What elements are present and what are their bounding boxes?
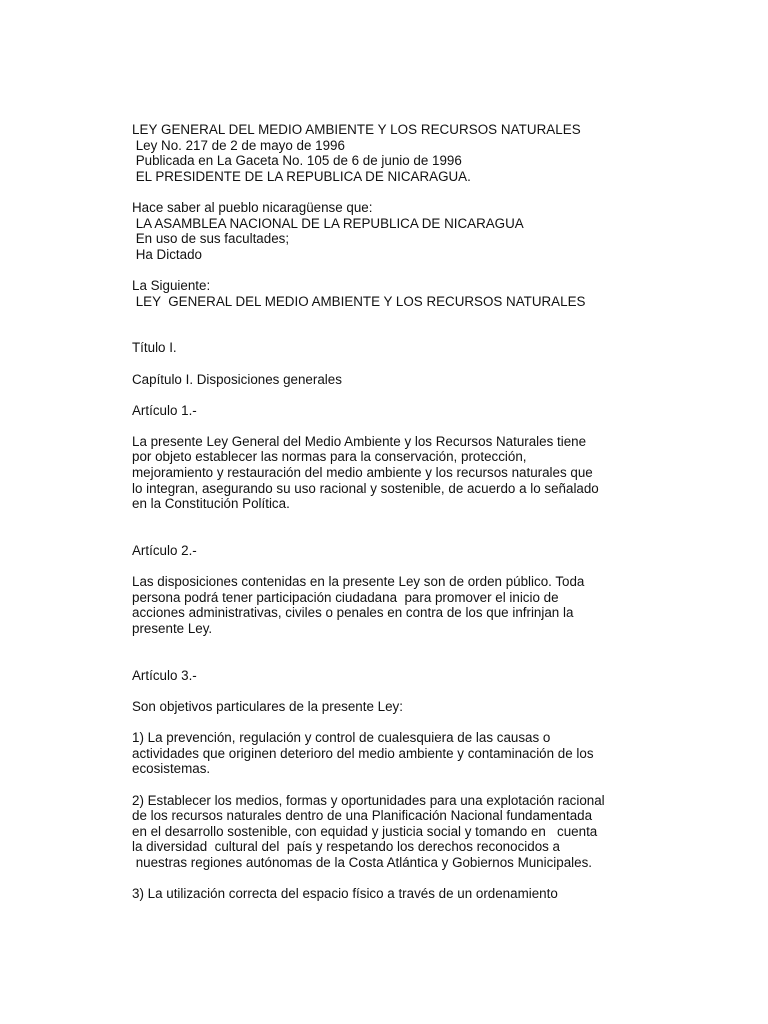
gazette-line: Publicada en La Gaceta No. 105 de 6 de junio de 1996 — [132, 153, 462, 169]
spacer — [132, 356, 632, 372]
spacer — [132, 418, 632, 434]
following-label: La Siguiente: — [132, 277, 211, 293]
spacer — [132, 512, 632, 543]
articulo-3-item-2: la diversidad cultural del país y respetando los derechos reconocidos a — [132, 839, 561, 855]
articulo-3-item-2: nuestras regiones autónomas de la Costa Atlántica y Gobiernos Municipales. — [132, 854, 593, 870]
articulo-3-item-2: 2) Establecer los medios, formas y oportunidades para una explotación racional — [132, 792, 605, 808]
articulo-2-text: persona podrá tener participación ciudadana para promover el inicio de — [132, 589, 559, 605]
spacer — [132, 777, 632, 793]
articulo-1-heading: Artículo 1.- — [132, 402, 197, 418]
president-line: EL PRESIDENTE DE LA REPUBLICA DE NICARAGUA. — [132, 168, 471, 184]
preamble-line-2: LA ASAMBLEA NACIONAL DE LA REPUBLICA DE NICARAGUA — [132, 215, 524, 231]
articulo-3-item-1: ecosistemas. — [132, 761, 211, 777]
spacer — [132, 715, 632, 731]
capitulo-heading: Capítulo I. Disposiciones generales — [132, 371, 342, 387]
preamble-line-4: Ha Dictado — [132, 246, 202, 262]
spacer — [132, 387, 632, 403]
titulo-heading: Título I. — [132, 340, 177, 356]
articulo-3-item-2: en el desarrollo sostenible, con equidad y justicia social y tomando en cuenta — [132, 823, 598, 839]
following-law-title: LEY GENERAL DEL MEDIO AMBIENTE Y LOS RECURSOS NATURALES — [132, 293, 586, 309]
articulo-2-heading: Artículo 2.- — [132, 543, 197, 559]
articulo-3-item-1: actividades que originen deterioro del medio ambiente y contaminación de los — [132, 745, 594, 761]
articulo-1-text: lo integran, asegurando su uso racional y sostenible, de acuerdo a lo señalado — [132, 480, 599, 496]
articulo-3-item-3: 3) La utilización correcta del espacio físico a través de un ordenamiento — [132, 886, 558, 902]
articulo-1-text: en la Constitución Política. — [132, 496, 290, 512]
document-page — [132, 122, 632, 902]
articulo-2-text: Las disposiciones contenidas en la presente Ley son de orden público. Toda — [132, 574, 585, 590]
articulo-1-text: La presente Ley General del Medio Ambiente y los Recursos Naturales tiene — [132, 433, 587, 449]
articulo-1-text: por objeto establecer las normas para la conservación, protección, — [132, 449, 527, 465]
spacer — [132, 871, 632, 887]
preamble-line-3: En uso de sus facultades; — [132, 231, 290, 247]
law-number: Ley No. 217 de 2 de mayo de 1996 — [132, 137, 345, 153]
articulo-3-intro: Son objetivos particulares de la presente Ley: — [132, 698, 403, 714]
articulo-1-text: mejoramiento y restauración del medio ambiente y los recursos naturales que — [132, 465, 593, 481]
spacer — [132, 184, 632, 200]
spacer — [132, 637, 632, 668]
spacer — [132, 559, 632, 575]
preamble-line-1: Hace saber al pueblo nicaragüense que: — [132, 199, 373, 215]
articulo-2-text: presente Ley. — [132, 621, 213, 636]
articulo-3-item-1: 1) La prevención, regulación y control de cualesquiera de las causas o — [132, 730, 551, 746]
spacer — [132, 309, 632, 340]
law-title: LEY GENERAL DEL MEDIO AMBIENTE Y LOS RECURSOS NATURALES — [132, 122, 581, 137]
spacer — [132, 262, 632, 278]
articulo-3-heading: Artículo 3.- — [132, 667, 197, 683]
spacer — [132, 683, 632, 699]
articulo-3-item-2: de los recursos naturales dentro de una Planificación Nacional fundamentada — [132, 808, 593, 824]
articulo-2-text: acciones administrativas, civiles o penales en contra de los que infrinjan la — [132, 605, 574, 621]
